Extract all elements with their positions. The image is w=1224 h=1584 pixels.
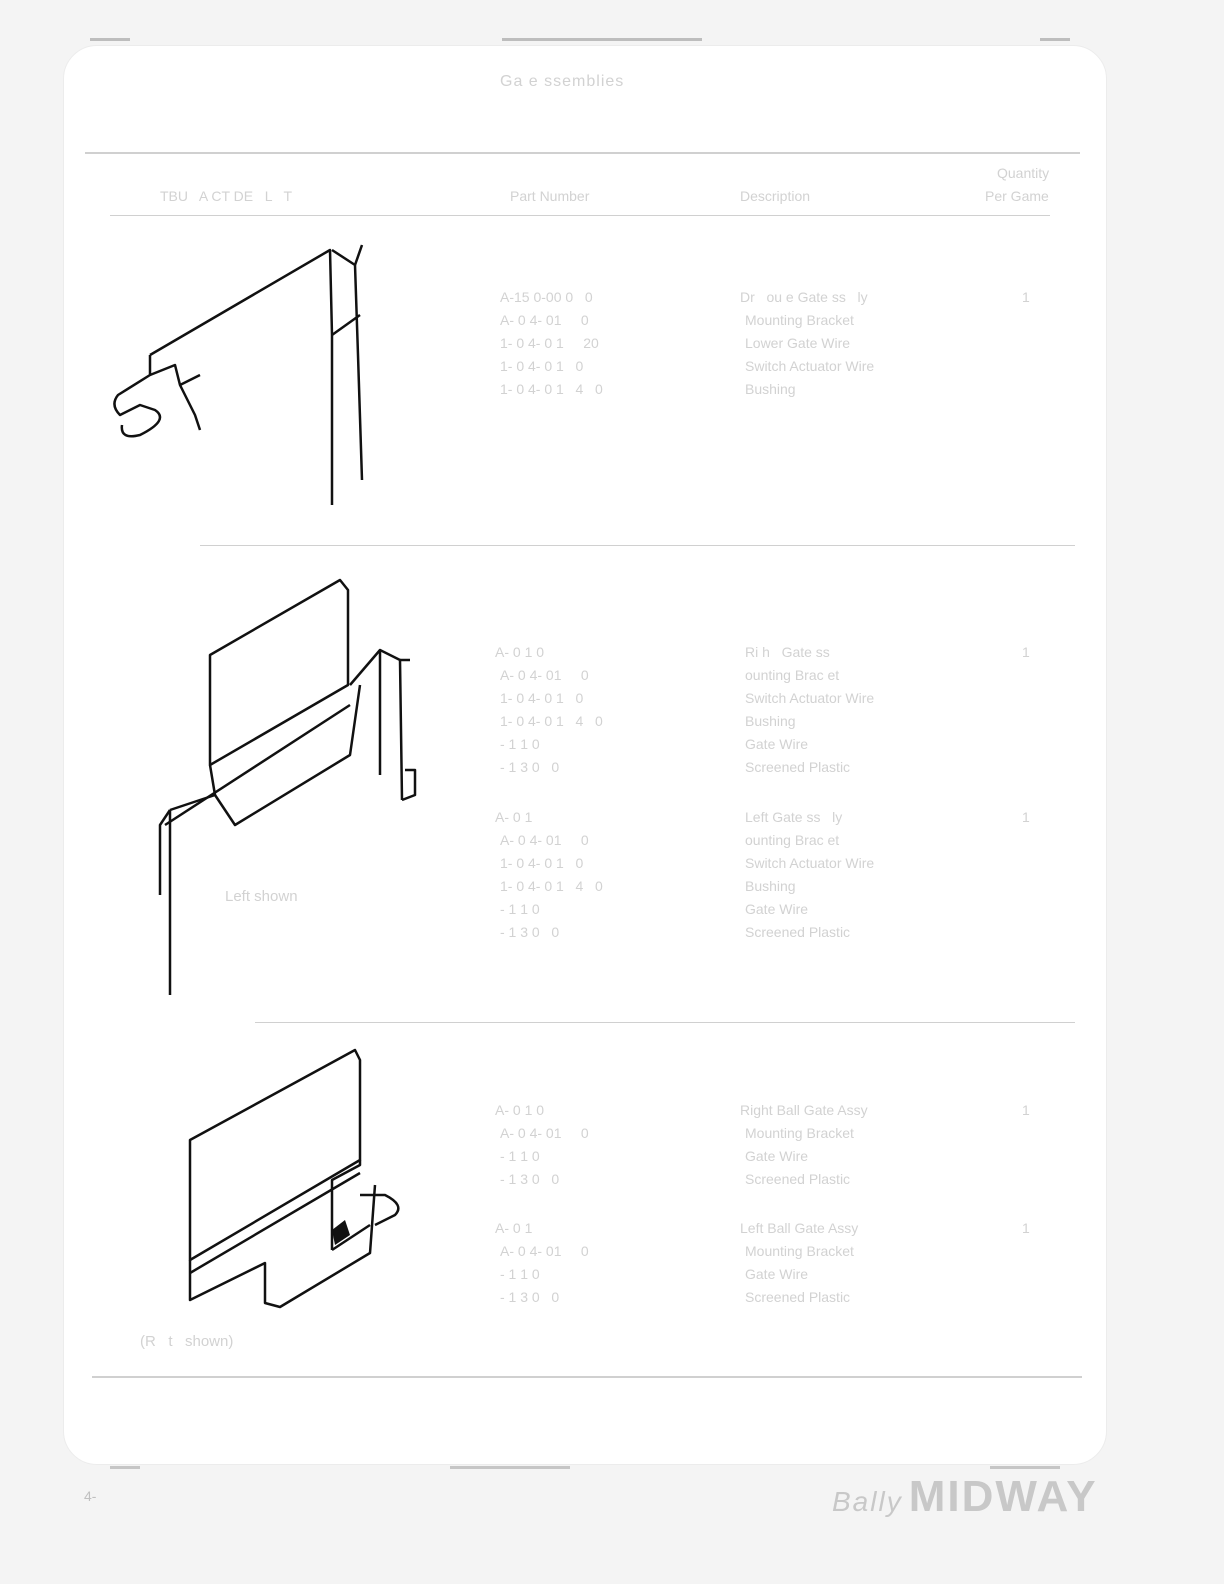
g1-qty-0: 1	[1022, 289, 1030, 305]
g2-desc-1: ounting Brac et	[745, 667, 840, 683]
header-description: Description	[740, 188, 811, 204]
g3-part-4: A- 0 1	[495, 1220, 541, 1236]
g2-caption: Left shown	[225, 888, 298, 905]
g2-part-2: 1- 0 4- 0 1 0	[500, 690, 584, 706]
g2-desc-8: Switch Actuator Wire	[745, 855, 875, 871]
g2-desc-5: Screened Plastic	[745, 759, 851, 775]
g3-desc-7: Screened Plastic	[745, 1289, 851, 1305]
logo-name: MIDWAY	[908, 1472, 1098, 1521]
g3-part-7: - 1 3 0 0	[500, 1289, 560, 1305]
group1-bottom-rule	[200, 545, 1075, 546]
logo-prefix: Bally	[832, 1486, 903, 1517]
g3-qty-4: 1	[1022, 1220, 1030, 1236]
g2-part-9: 1- 0 4- 0 1 4 0	[500, 878, 603, 894]
g1-part-4: 1- 0 4- 0 1 4 0	[500, 381, 603, 397]
g2-desc-3: Bushing	[745, 713, 796, 729]
right-gate-drawing	[110, 575, 440, 995]
g3-part-0: A- 0 1 0	[495, 1102, 545, 1118]
group3-bottom-rule	[92, 1376, 1082, 1378]
g2-desc-9: Bushing	[745, 878, 796, 894]
g1-part-3: 1- 0 4- 0 1 0	[500, 358, 584, 374]
g1-desc-2: Lower Gate Wire	[745, 335, 851, 351]
bally-midway-logo	[832, 1472, 1098, 1522]
header-per-game: Per Game	[985, 188, 1049, 204]
g3-desc-5: Mounting Bracket	[745, 1243, 854, 1259]
g3-part-1: A- 0 4- 01 0	[500, 1125, 589, 1141]
g3-qty-0: 1	[1022, 1102, 1030, 1118]
g1-desc-1: Mounting Bracket	[745, 312, 854, 328]
g3-desc-4: Left Ball Gate Assy	[740, 1220, 859, 1236]
header-quantity: Quantity	[997, 165, 1050, 181]
g3-desc-6: Gate Wire	[745, 1266, 809, 1282]
ball-gate-drawing	[180, 1045, 420, 1315]
g2-part-8: 1- 0 4- 0 1 0	[500, 855, 584, 871]
g3-part-3: - 1 3 0 0	[500, 1171, 560, 1187]
g1-desc-3: Switch Actuator Wire	[745, 358, 875, 374]
g2-desc-2: Switch Actuator Wire	[745, 690, 875, 706]
g2-part-10: - 1 1 0	[500, 901, 540, 917]
g2-desc-4: Gate Wire	[745, 736, 809, 752]
g2-part-11: - 1 3 0 0	[500, 924, 560, 940]
g3-desc-1: Mounting Bracket	[745, 1125, 854, 1141]
g1-desc-0: Dr ou e Gate ss ly	[740, 289, 868, 305]
g1-part-0: A-15 0-00 0 0	[500, 289, 593, 305]
g3-desc-0: Right Ball Gate Assy	[740, 1102, 868, 1118]
g2-part-1: A- 0 4- 01 0	[500, 667, 589, 683]
g2-part-4: - 1 1 0	[500, 736, 540, 752]
g3-part-2: - 1 1 0	[500, 1148, 540, 1164]
g2-desc-0: Ri h Gate ss	[745, 644, 838, 660]
g2-part-5: - 1 3 0 0	[500, 759, 560, 775]
g2-part-0: A- 0 1 0	[495, 644, 545, 660]
g3-caption: (R t shown)	[140, 1333, 234, 1350]
section-title: Ga e ssemblies	[500, 73, 625, 90]
g3-desc-2: Gate Wire	[745, 1148, 809, 1164]
header-col1: TBU A CT DE L T	[160, 188, 293, 204]
header-top-rule	[85, 152, 1080, 154]
header-bottom-rule	[110, 215, 1050, 216]
page-number: 4-	[84, 1488, 97, 1504]
g2-desc-7: ounting Brac et	[745, 832, 840, 848]
g1-part-2: 1- 0 4- 0 1 20	[500, 335, 599, 351]
g2-desc-10: Gate Wire	[745, 901, 809, 917]
g2-part-3: 1- 0 4- 0 1 4 0	[500, 713, 603, 729]
g3-part-6: - 1 1 0	[500, 1266, 540, 1282]
drop-gate-drawing	[100, 235, 400, 525]
header-part-number: Part Number	[510, 188, 590, 204]
g2-part-6: A- 0 1	[495, 809, 541, 825]
group2-bottom-rule	[255, 1022, 1075, 1023]
g1-desc-4: Bushing	[745, 381, 796, 397]
g1-part-1: A- 0 4- 01 0	[500, 312, 589, 328]
g3-desc-3: Screened Plastic	[745, 1171, 851, 1187]
g2-qty-6: 1	[1022, 809, 1030, 825]
top-scan-bar	[90, 35, 1090, 45]
g2-desc-6: Left Gate ss ly	[745, 809, 843, 825]
bottom-scan-bar	[110, 1464, 1070, 1472]
g2-desc-11: Screened Plastic	[745, 924, 851, 940]
g2-qty-0: 1	[1022, 644, 1030, 660]
g3-part-5: A- 0 4- 01 0	[500, 1243, 589, 1259]
g2-part-7: A- 0 4- 01 0	[500, 832, 589, 848]
